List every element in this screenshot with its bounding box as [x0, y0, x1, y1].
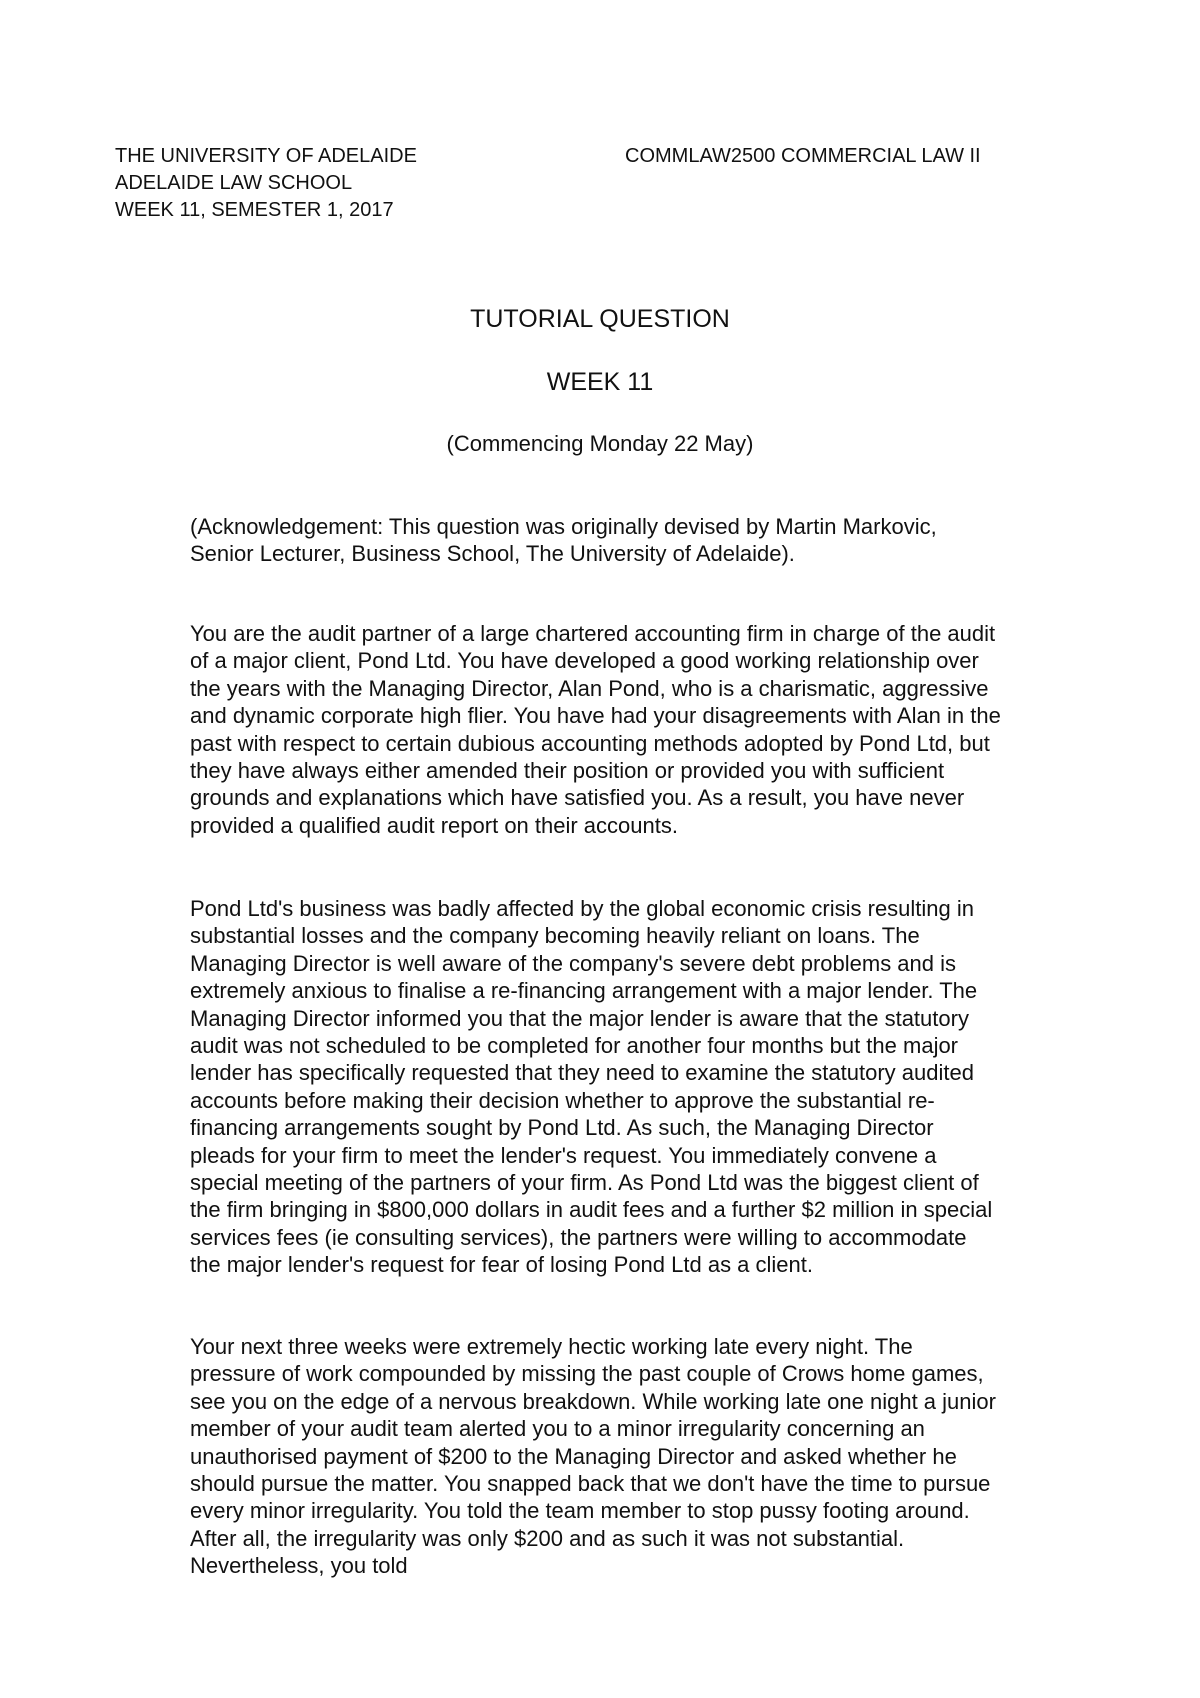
text-line: Managing Director is well aware of the company's severe debt problems and is: [190, 950, 957, 976]
text-line: (Acknowledgement: This question was originally devised by Martin Markovic,: [190, 514, 937, 539]
week-heading: WEEK 11: [546, 368, 654, 396]
text-line: past with respect to certain dubious accounting methods adopted by Pond Ltd, but: [190, 730, 990, 756]
commencing-date: (Commencing Monday 22 May): [446, 431, 754, 456]
course-code: COMMLAW2500 COMMERCIAL LAW II: [625, 145, 981, 167]
text-line: pressure of work compounded by missing the past couple of Crows home games,: [190, 1361, 984, 1387]
text-line: the firm bringing in $800,000 dollars in audit fees and a further $2 million in special: [190, 1197, 993, 1223]
text-line: lender has specifically requested that they need to examine the statutory audited: [190, 1060, 974, 1086]
text-line: the major lender's request for fear of losing Pond Ltd as a client.: [190, 1252, 813, 1278]
text-line: accounts before making their decision whether to approve the substantial re-: [190, 1087, 935, 1113]
text-line: they have always either amended their position or provided you with sufficient: [190, 758, 945, 784]
text-line: see you on the edge of a nervous breakdown. While working late one night a junior: [190, 1388, 996, 1414]
text-line: After all, the irregularity was only $200 and as such it was not substantial.: [190, 1525, 905, 1551]
paragraph-3: [190, 1333, 1110, 1580]
university-name: THE UNIVERSITY OF ADELAIDE: [115, 145, 417, 167]
text-line: every minor irregularity. You told the team member to stop pussy footing around.: [190, 1498, 970, 1524]
week-semester: WEEK 11, SEMESTER 1, 2017: [115, 199, 394, 221]
text-line: Your next three weeks were extremely hectic working late every night. The: [190, 1334, 913, 1359]
document-title: TUTORIAL QUESTION: [470, 305, 730, 333]
text-line: member of your audit team alerted you to a minor irregularity concerning an: [190, 1416, 925, 1442]
text-line: pleads for your firm to meet the lender's request. You immediately convene a: [190, 1142, 937, 1168]
text-line: financing arrangements sought by Pond Ltd. As such, the Managing Director: [190, 1115, 934, 1141]
institution-block: [115, 143, 417, 224]
text-line: extremely anxious to finalise a re-financing arrangement with a major lender. The: [190, 978, 978, 1004]
text-line: grounds and explanations which have satisfied you. As a result, you have never: [190, 785, 965, 811]
text-line: Pond Ltd's business was badly affected by the global economic crisis resulting in: [190, 896, 975, 921]
text-line: Senior Lecturer, Business School, The University of Adelaide).: [190, 541, 795, 567]
acknowledgement: [190, 513, 1110, 568]
text-line: substantial losses and the company becoming heavily reliant on loans. The: [190, 923, 920, 949]
paragraph-1: [190, 620, 1110, 839]
text-line: audit was not scheduled to be completed for another four months but the major: [190, 1033, 959, 1059]
text-line: services fees (ie consulting services), the partners were willing to accommodate: [190, 1224, 967, 1250]
text-line: and dynamic corporate high flier. You have had your disagreements with Alan in the: [190, 703, 1001, 729]
text-line: the years with the Managing Director, Alan Pond, who is a charismatic, aggressive: [190, 675, 989, 701]
text-line: provided a qualified audit report on their accounts.: [190, 812, 678, 838]
text-line: of a major client, Pond Ltd. You have developed a good working relationship over: [190, 648, 979, 674]
text-line: You are the audit partner of a large chartered accounting firm in charge of the audit: [190, 621, 996, 646]
text-line: unauthorised payment of $200 to the Managing Director and asked whether he: [190, 1443, 957, 1469]
text-line: should pursue the matter. You snapped back that we don't have the time to pursue: [190, 1471, 991, 1497]
text-line: special meeting of the partners of your firm. As Pond Ltd was the biggest client of: [190, 1170, 979, 1196]
text-line: Nevertheless, you told: [190, 1553, 408, 1579]
document-header: [115, 143, 1115, 223]
paragraph-2: [190, 895, 1110, 1279]
text-line: Managing Director informed you that the major lender is aware that the statutory: [190, 1005, 969, 1031]
school-name: ADELAIDE LAW SCHOOL: [115, 172, 353, 194]
